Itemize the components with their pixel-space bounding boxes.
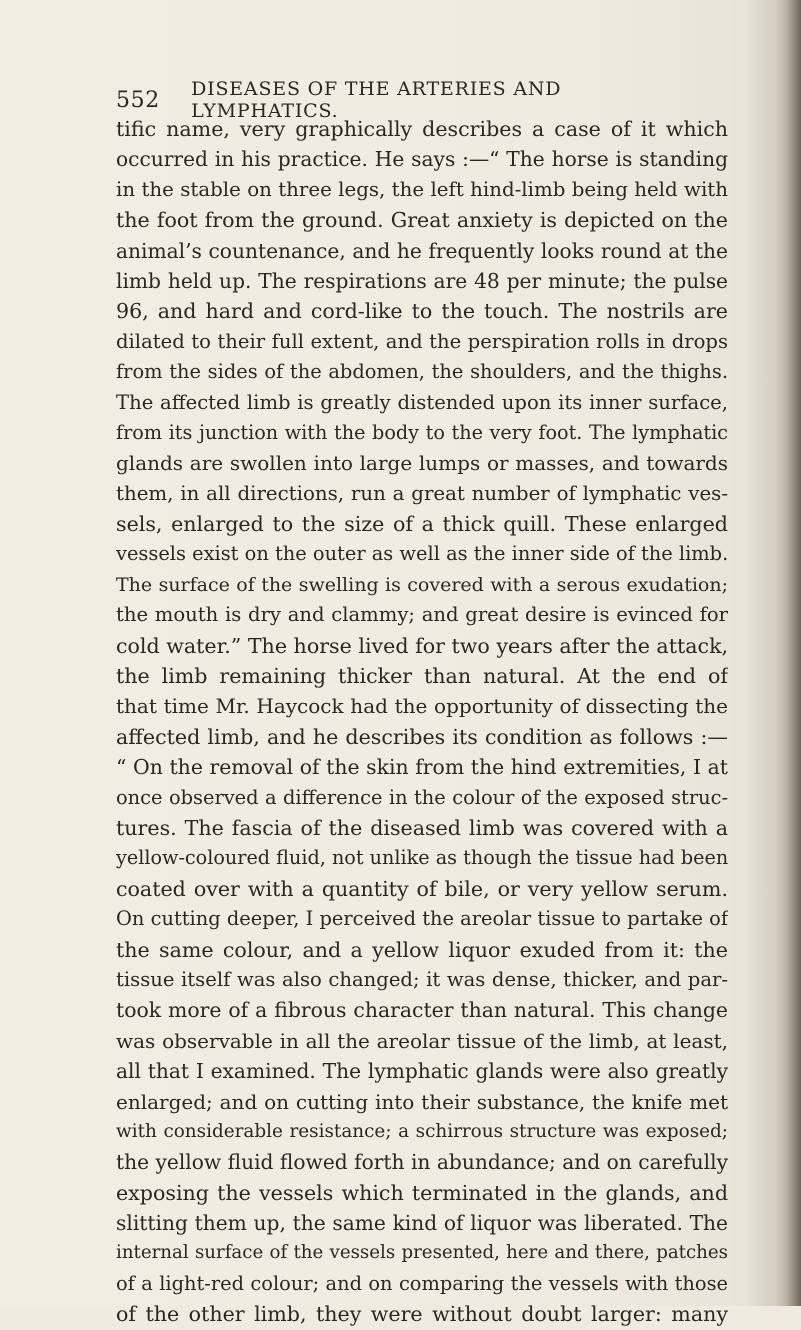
text-line: vessels exist on the outer as well as the inner side of the limb. [116,542,728,566]
text-line: the mouth is dry and clammy; and great desire is evinced for [116,603,728,627]
text-line: The surface of the swelling is covered with a serous exudation; [116,573,728,596]
text-line: “ On the removal of the skin from the hind extremities, I at [116,755,728,780]
text-line: sels, enlarged to the size of a thick quill. These enlarged [116,512,728,537]
text-line: yellow-coloured fluid, not unlike as though the tissue had been [116,846,728,870]
body-text [116,114,728,1330]
text-line: dilated to their full extent, and the perspiration rolls in drops [116,329,728,353]
text-line: tures. The fascia of the diseased limb was covered with a [116,815,728,840]
text-line: The affected limb is greatly distended upon its inner surface, [116,390,728,414]
text-line: once observed a difference in the colour of the exposed struc- [116,785,728,809]
text-line: that time Mr. Haycock had the opportunity of dissecting the [116,694,728,719]
text-line: them, in all directions, run a great number of lymphatic ves- [116,481,728,505]
text-line: the foot from the ground. Great anxiety is depicted on the [116,208,728,233]
page-number: 552 [116,87,160,113]
text-line: of a light-red colour; and on comparing the vessels with those [116,1271,728,1295]
text-line: the limb remaining thicker than natural. At the end of [116,664,728,689]
text-line: coated over with a quantity of bile, or very yellow serum. [116,876,728,901]
text-line: exposing the vessels which terminated in the glands, and [116,1180,728,1205]
text-line: cold water.” The horse lived for two years after the attack, [116,633,728,658]
text-line: of the other limb, they were without doubt larger: many [116,1302,728,1327]
text-line: occurred in his practice. He says :—“ The horse is standing [116,147,728,172]
text-line: glands are swollen into large lumps or masses, and towards [116,451,728,476]
text-line: was observable in all the areolar tissue of the limb, at least, [116,1028,728,1053]
text-line: slitting them up, the same kind of liquor was liberated. The [116,1211,728,1236]
text-line: all that I examined. The lymphatic glands were also greatly [116,1059,728,1084]
text-line: with considerable resistance; a schirrous structure was exposed; [116,1120,728,1142]
text-line: the same colour, and a yellow liquor exuded from it: the [116,937,728,962]
text-line: On cutting deeper, I perceived the areolar tissue to partake of [116,907,728,931]
text-line: from the sides of the abdomen, the shoulders, and the thighs. [116,360,728,384]
text-line: affected limb, and he describes its condition as follows :— [116,724,728,749]
text-line: animal’s countenance, and he frequently looks round at the [116,238,728,263]
text-line: took more of a fibrous character than natural. This change [116,998,728,1023]
text-line: limb held up. The respirations are 48 per minute; the pulse [116,268,728,293]
page-edge-shadow [775,0,801,1306]
text-line: in the stable on three legs, the left hind-limb being held with [116,177,728,201]
running-title: DISEASES OF THE ARTERIES AND LYMPHATICS. [191,78,562,122]
text-line: 96, and hard and cord-like to the touch. The nostrils are [116,299,728,324]
text-line: from its junction with the body to the very foot. The lymphatic [116,420,728,444]
running-header [116,78,696,122]
text-line: tissue itself was also changed; it was dense, thicker, and par- [116,967,728,991]
text-line: internal surface of the vessels presented, here and there, patches [116,1242,728,1264]
text-line: the yellow fluid flowed forth in abundance; and on carefully [116,1150,728,1175]
text-line: enlarged; and on cutting into their substance, the knife met [116,1089,728,1114]
text-line: tific name, very graphically describes a case of it which [116,117,728,141]
